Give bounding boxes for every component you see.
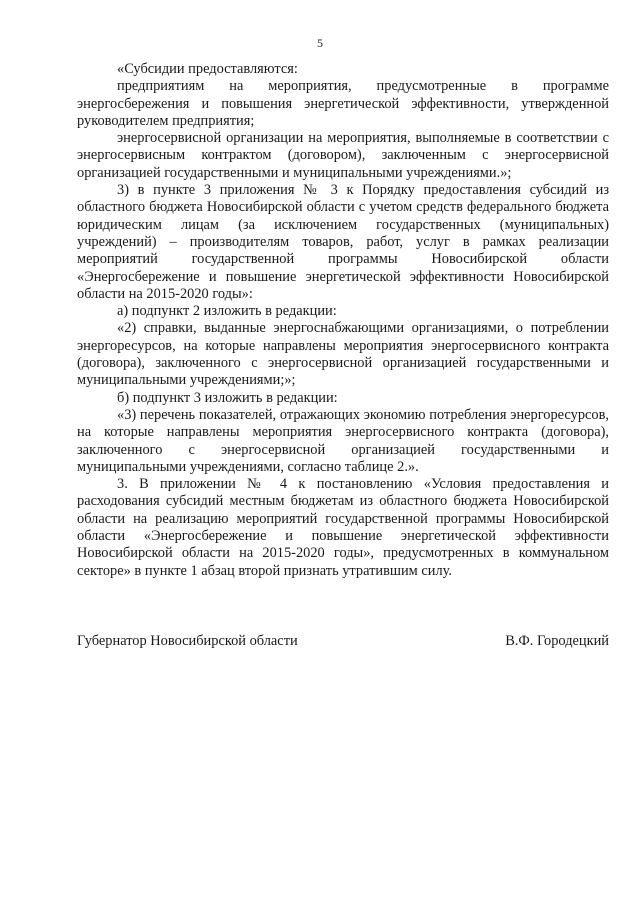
signature-block [77,633,609,650]
paragraph-item-3: 3) в пункте 3 приложения № 3 к Порядку предоставления субсидий из областного бюджета Новосибирской области с учетом средств федерального бюджета юридическим лицам (за исключением государственных (муниципальных) учреждений) – производителям товаров, работ, услуг в рамках реализации мероприятий государственной программы Новосибирской области «Энергосбережение и повышение энергетической эффективности Новосибирской области на 2015-2020 годы»: [77,182,609,302]
paragraph-subitem-b: б) подпункт 3 изложить в редакции: [117,389,338,406]
paragraph-enterprises: предприятиям на мероприятия, предусмотренные в программе энергосбережения и повышения энергетической эффективности, утвержденной руководителем предприятия; [77,78,609,129]
page-number: 5 [317,36,323,50]
paragraph-section-3: 3. В приложении № 4 к постановлению «Условия предоставления и расходования субсидий местным бюджетам из областного бюджета Новосибирской области на реализацию мероприятий государственной программы Новосибирской области «Энергосбережение и повышение энергетической эффективности Новосибирской области на 2015-2020 годы», предусмотренных в коммунальном секторе» в пункте 1 абзац второй признать утратившим силу. [77,476,609,579]
paragraph-subitem-2-text: «2) справки, выданные энергоснабжающими организациями, о потреблении энергоресурсов, на которые направлены мероприятия энергосервисного контракта (договора), заключенного с энергосервисной организацией государственными и муниципальными учреждениями;»; [77,320,609,389]
signatory-position: Губернатор Новосибирской области [77,633,298,649]
paragraph-energy-service-org: энергосервисной организации на мероприятия, выполняемые в соответствии с энергосервисным контрактом (договором), заключенным с энергосервисной организацией государственными и муниципальными учреждениями.»; [77,130,609,181]
paragraph-subitem-3-text: «3) перечень показателей, отражающих экономию потребления энергоресурсов, на которые направлены мероприятия энергосервисного контракта (договора), заключенного с энергосервисной организацией государственными и муниципальными учреждениями, согласно таблице 2.». [77,406,609,475]
paragraph-subitem-a: а) подпункт 2 изложить в редакции: [117,303,337,320]
paragraph-subsidies-intro: «Субсидии предоставляются: [117,61,298,77]
signatory-name: В.Ф. Городецкий [505,633,609,649]
document-body [77,61,609,580]
